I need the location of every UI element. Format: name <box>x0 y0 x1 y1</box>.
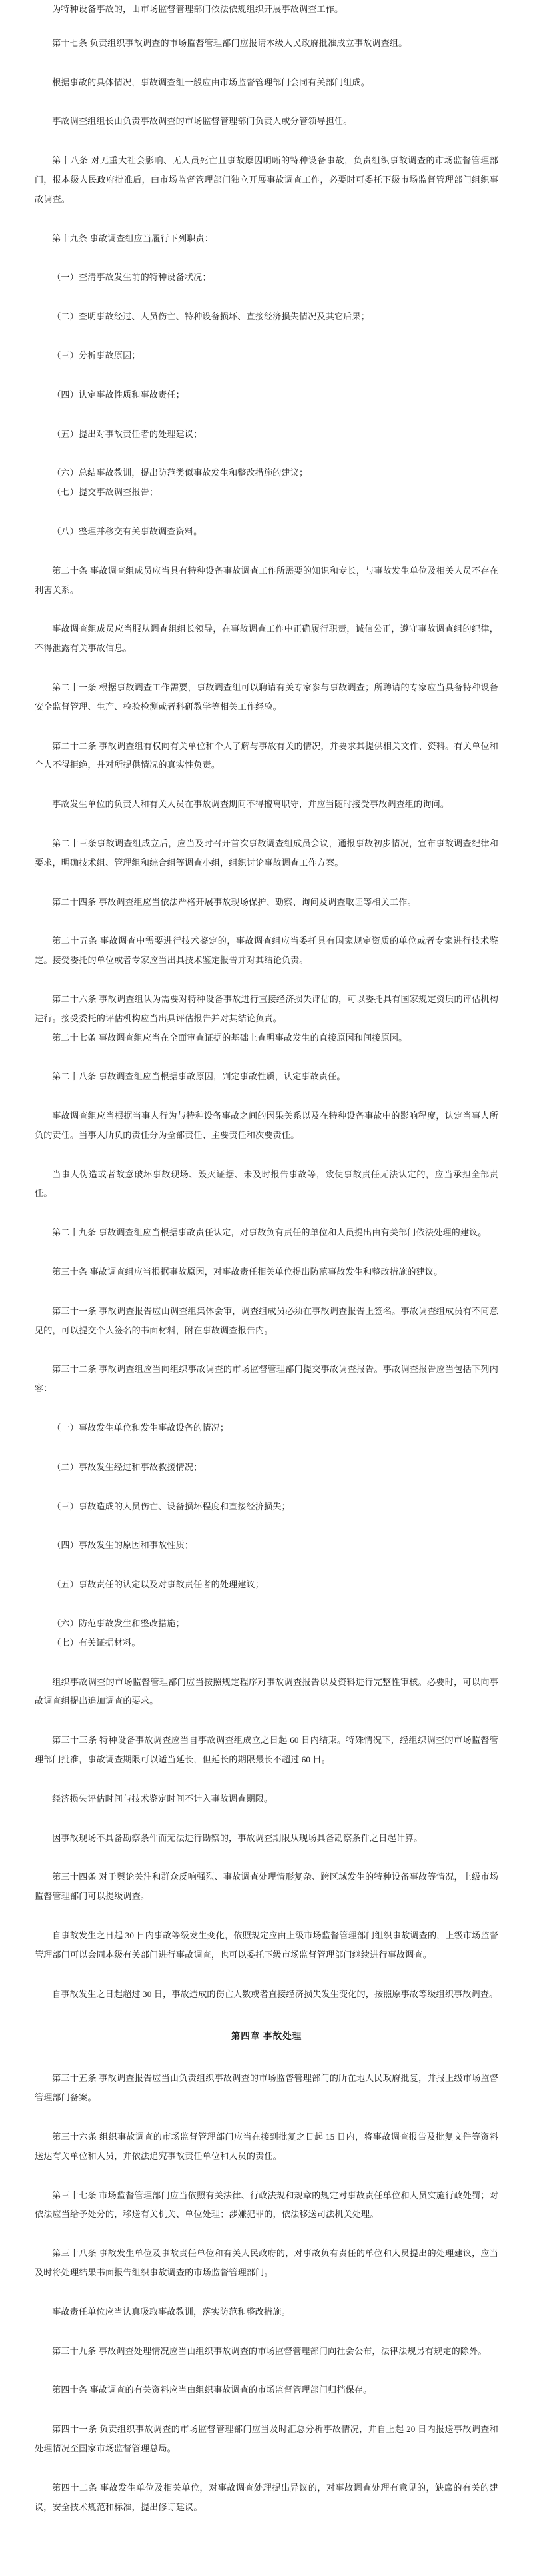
block-spacer <box>35 658 498 678</box>
body-paragraph: 组织事故调查的市场监督管理部门应当按照规定程序对事故调查报告以及资料进行完整性审核。必要时，可以向事故调查组提出追加调查的要求。 <box>35 1676 498 1706</box>
block-spacer <box>35 1477 498 1497</box>
clause-item: （三）事故造成的人员伤亡、设备损坏程度和直接经济损失； <box>52 1501 290 1511</box>
block-spacer <box>35 970 498 990</box>
block-spacer <box>35 326 498 346</box>
block-spacer <box>35 717 498 737</box>
block-spacer <box>35 1399 498 1419</box>
article-paragraph: 第十八条 对无重大社会影响、无人员死亡且事故原因明晰的特种设备事故，负责组织事故调查的市场监督管理部门，报本级人民政府批准后，由市场监督管理部门独立开展事故调查工作，必要时可委托下级市场监督管理部门组织事故调查。 <box>35 155 498 204</box>
body-paragraph: 事故调查组成员应当服从调查组组长领导，在事故调查工作中正确履行职责，诚信公正，遵守事故调查组的纪律，不得泄露有关事故信息。 <box>35 624 498 654</box>
block-spacer <box>35 287 498 307</box>
block-spacer <box>35 814 498 834</box>
article-paragraph: 第三十三条 特种设备事故调查应当自事故调查组成立之日起 60 日内结束。特殊情况下，经组织调查的市场监督管理部门批准，事故调查期限可以适当延长，但延长的期限最长不超过 60 日。 <box>35 1735 498 1765</box>
block-spacer <box>35 131 498 151</box>
body-paragraph: 根据事故的具体情况，事故调查组一般应由市场监督管理部门会同有关部门组成。 <box>52 77 370 87</box>
clause-item: （一）查清事故发生前的特种设备状况； <box>52 272 211 283</box>
article-paragraph: 第三十五条 事故调查报告应当由负责组织事故调查的市场监督管理部门的所在地人民政府批复，并报上级市场监督管理部门备案。 <box>35 2073 498 2103</box>
article-paragraph: 第十七条 负责组织事故调查的市场监督管理部门应报请本级人民政府批准成立事故调查组。 <box>52 37 408 48</box>
block-spacer <box>35 1711 498 1731</box>
block-spacer <box>35 53 498 73</box>
article-paragraph: 第二十条 事故调查组成员应当具有特种设备事故调查工作所需要的知识和专长，与事故发生单位及相关人员不存在利害关系。 <box>35 565 498 595</box>
body-paragraph: 经济损失评估时间与技术鉴定时间不计入事故调查期限。 <box>52 1793 273 1804</box>
body-paragraph: 事故调查组应当根据当事人行为与特种设备事故之间的因果关系以及在特种设备事故中的影响程度，认定当事人所负的责任。当事人所负的责任分为全部责任、主要责任和次要责任。 <box>35 1111 498 1140</box>
block-spacer <box>35 2400 498 2420</box>
block-spacer <box>35 209 498 229</box>
block-spacer <box>35 1516 498 1536</box>
clause-item: （五）提出对事故责任者的处理建议； <box>52 428 203 439</box>
block-spacer <box>35 2166 498 2186</box>
article-paragraph: 第三十九条 事故调查处理情况应当由组织事故调查的市场监督管理部门向社会公布，法律法规另有规定的除外。 <box>52 2345 487 2356</box>
block-spacer <box>35 1203 498 1223</box>
clause-item: （三）分析事故原因； <box>52 350 141 360</box>
block-spacer <box>35 405 498 425</box>
block-spacer <box>35 248 498 268</box>
block-spacer <box>35 2004 498 2026</box>
block-spacer <box>35 1595 498 1614</box>
clause-item: （四）事故发生的原因和事故性质； <box>52 1540 194 1551</box>
clause-item: （一）事故发生单位和发生事故设备的情况； <box>52 1423 229 1433</box>
article-paragraph: 第二十三条事故调查组成立后，应当及时召开首次事故调查组成员会议，通报事故初步情况，宣布事故调查纪律和要求，明确技术组、管理组和综合组等调查小组，组织讨论事故调查工作方案。 <box>35 838 498 868</box>
block-spacer <box>35 1145 498 1165</box>
clause-item: （二）事故发生经过和事故救援情况； <box>52 1461 203 1472</box>
block-spacer <box>35 502 498 522</box>
body-paragraph: 因事故现场不具备勘察条件而无法进行勘察的，事故调查期限从现场具备勘察条件之日起计算。 <box>52 1832 423 1843</box>
block-spacer <box>35 1770 498 1790</box>
article-paragraph: 第四十一条 负责组织事故调查的市场监督管理部门应当及时汇总分析事故情况，并自上起 20 日内报送事故调查和处理情况至国家市场监督管理总局。 <box>35 2424 498 2453</box>
article-paragraph: 第二十七条 事故调查组应当在全面审查证据的基础上查明事故发生的直接原因和间接原因。 <box>52 1032 408 1043</box>
block-spacer <box>35 1965 498 1985</box>
article-paragraph: 第二十九条 事故调查组应当根据事故责任认定，对事故负有责任的单位和人员提出由有关部门依法处理的建议。 <box>52 1227 487 1238</box>
article-paragraph: 第三十八条 事故发生单位及事故责任单位和有关人民政府的，对事故负有责任的单位和人员提出的处理建议，应当及时将处理结果书面报告组织事故调查的市场监督管理部门。 <box>35 2248 498 2277</box>
article-paragraph: 第二十四条 事故调查组应当依法严格开展事故现场保护、勘察、询问及调查取证等相关工作。 <box>52 896 416 907</box>
block-spacer <box>35 444 498 464</box>
block-spacer <box>35 2224 498 2244</box>
clause-item: （八）整理并移交有关事故调查资料。 <box>52 526 203 536</box>
block-spacer <box>35 1087 498 1107</box>
clause-item: （四）认定事故性质和事故责任； <box>52 389 185 400</box>
clause-item: （六）防范事故发生和整改措施； <box>52 1618 185 1629</box>
block-spacer <box>35 2108 498 2128</box>
article-paragraph: 第二十二条 事故调查组有权向有关单位和个人了解与事故有关的情况，并要求其提供相关文件、资料。有关单位和个人不得拒绝，并对所提供情况的真实性负责。 <box>35 740 498 770</box>
block-spacer <box>35 2517 498 2530</box>
block-spacer <box>35 1243 498 1263</box>
block-spacer <box>35 1340 498 1360</box>
block-spacer <box>35 366 498 386</box>
article-paragraph: 第三十六条 组织事故调查的市场监督管理部门应当在接到批复之日起 15 日内，将事故调查报告及批复文件等资料送达有关单位和人员，并依法追究事故责任单位和人员的责任。 <box>35 2132 498 2161</box>
article-paragraph: 第三十一条 事故调查报告应由调查组集体会审，调查组成员必须在事故调查报告上签名。事故调查组成员有不同意见的，可以提交个人签名的书面材料，附在事故调查报告内。 <box>35 1305 498 1335</box>
block-spacer <box>35 1906 498 1926</box>
block-spacer <box>35 92 498 112</box>
block-spacer <box>35 1653 498 1673</box>
block-spacer <box>35 19 498 34</box>
article-paragraph: 第二十八条 事故调查组应当根据事故原因，判定事故性质，认定事故责任。 <box>52 1071 346 1082</box>
block-spacer <box>35 1809 498 1829</box>
block-spacer <box>35 542 498 562</box>
article-paragraph: 第十九条 事故调查组应当履行下列职责： <box>52 233 213 243</box>
article-paragraph: 第二十一条 根据事故调查工作需要，事故调查组可以聘请有关专家参与事故调查；所聘请的专家应当具备特种设备安全监督管理、生产、检验检测或者科研教学等相关工作经验。 <box>35 682 498 712</box>
article-paragraph: 第四十二条 事故发生单位及相关单位，对事故调查处理提出异议的，对事故调查处理有意见的，缺席的有关的建议，安全技术规范和标准，提出修订建议。 <box>35 2482 498 2512</box>
article-paragraph: 第三十七条 市场监督管理部门应当依照有关法律、行政法规和规章的规定对事故责任单位和人员实施行政处罚；对依法应当给予处分的，移送有关机关、单位处理；涉嫌犯罪的，依法移送司法机关处理。 <box>35 2190 498 2220</box>
article-paragraph: 第三十条 事故调查组应当根据事故原因，对事故责任相关单位提出防范事故发生和整改措施的建议。 <box>52 1267 443 1277</box>
block-spacer <box>35 2046 498 2069</box>
body-paragraph: 事故责任单位应当认真吸取事故教训，落实防范和整改措施。 <box>52 2306 290 2317</box>
clause-item: （二）查明事故经过、人员伤亡、特种设备损坏、直接经济损失情况及其它后果； <box>52 311 370 322</box>
block-spacer <box>35 600 498 620</box>
block-spacer <box>35 1555 498 1575</box>
body-paragraph: 事故调查组组长由负责事故调查的市场监督管理部门负责人或分管领导担任。 <box>52 116 352 127</box>
clause-item: （七）有关证据材料。 <box>52 1637 141 1648</box>
body-paragraph: 自事故发生之日起超过 30 日，事故造成的伤亡人数或者直接经济损失发生变化的，按照原事故等级组织事故调查。 <box>52 1988 498 1999</box>
block-spacer <box>35 1438 498 1458</box>
body-paragraph: 当事人伪造或者故意破坏事故现场、毁灭证据、未及时报告事故等，致使事故责任无法认定的，应当承担全部责任。 <box>35 1169 498 1199</box>
clause-item: （六）总结事故教训，提出防范类似事故发生和整改措施的建议； <box>52 468 308 478</box>
chapter-heading: 第四章 事故处理 <box>231 2031 302 2042</box>
block-spacer <box>35 775 498 795</box>
clause-item: （七）提交事故调查报告； <box>52 487 159 498</box>
article-paragraph: 第四十条 事故调查的有关资料应当由组织事故调查的市场监督管理部门归档保存。 <box>52 2385 372 2395</box>
article-paragraph: 第三十四条 对于舆论关注和群众反响强烈、事故调查处理情形复杂、跨区域发生的特种设备事故等情况，上级市场监督管理部门可以提级调查。 <box>35 1872 498 1902</box>
article-paragraph: 第二十五条 事故调查中需要进行技术鉴定的，事故调查组应当委托具有国家规定资质的单位或者专家进行技术鉴定。接受委托的单位或者专家应当出具技术鉴定报告并对其结论负责。 <box>35 936 498 966</box>
body-paragraph: 事故发生单位的负责人和有关人员在事故调查期间不得擅离职守，并应当随时接受事故调查组的询问。 <box>52 799 450 810</box>
article-paragraph: 第二十六条 事故调查组认为需要对特种设备事故进行直接经济损失评估的，可以委托具有国家规定资质的评估机构进行。接受委托的评估机构应当出具评估报告并对其结论负责。 <box>35 993 498 1023</box>
article-paragraph: 第三十二条 事故调查组应当向组织事故调查的市场监督管理部门提交事故调查报告。事故调查报告应当包括下列内容： <box>35 1364 498 1394</box>
clause-item: （五）事故责任的认定以及对事故责任者的处理建议； <box>52 1579 265 1590</box>
block-spacer <box>35 1047 498 1067</box>
block-spacer <box>35 1282 498 1302</box>
block-spacer <box>35 2283 498 2303</box>
block-spacer <box>35 2322 498 2342</box>
block-spacer <box>35 2459 498 2479</box>
block-spacer <box>35 873 498 893</box>
document-blocks <box>35 0 498 2530</box>
body-paragraph: 自事故发生之日起 30 日内事故等级发生变化，依照规定应由上级市场监督管理部门组织事故调查的，上级市场监督管理部门可以会同本级有关部门进行事故调查，也可以委托下级市场监督管理部门继续进行事故调查。 <box>35 1930 498 1960</box>
block-spacer <box>35 2361 498 2381</box>
block-spacer <box>35 912 498 932</box>
body-paragraph: 为特种设备事故的，由市场监督管理部门依法依规组织开展事故调查工作。 <box>52 4 344 14</box>
block-spacer <box>35 1848 498 1868</box>
